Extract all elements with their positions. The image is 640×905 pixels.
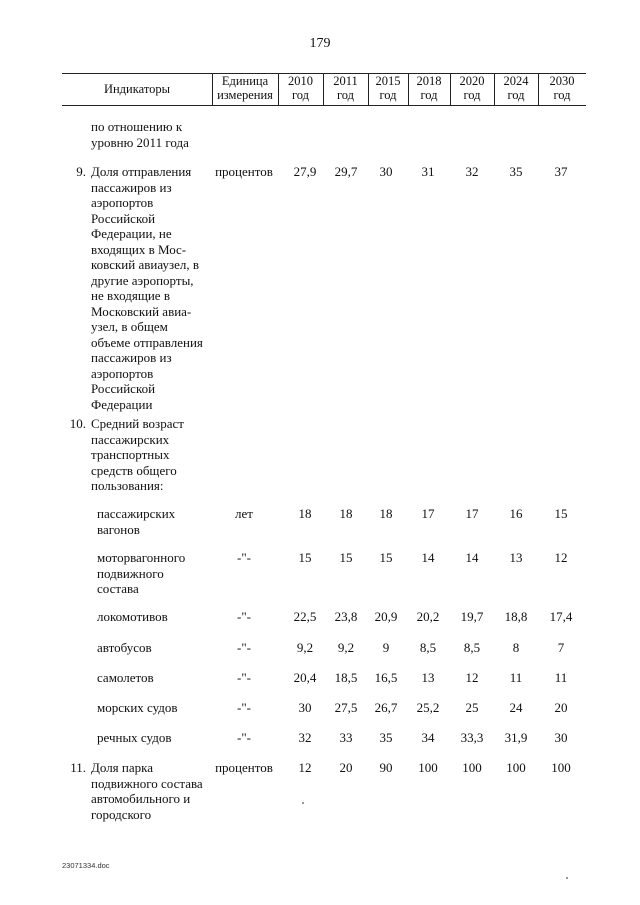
value-cell: 32 [298, 730, 312, 745]
header-year [408, 74, 450, 102]
value-cell: 31,9 [504, 730, 528, 745]
row-10-text: пассажирских [91, 431, 170, 447]
header-year [538, 74, 586, 102]
value-cell: 9,2 [296, 640, 314, 655]
value-cell: 12 [465, 670, 479, 685]
value-cell: 23,8 [334, 609, 358, 624]
value-cell: 9 [382, 640, 390, 655]
value-cell: 15 [554, 506, 568, 521]
value-cell: 20,2 [416, 609, 440, 624]
value-cell: 8,5 [419, 640, 437, 655]
value-cell: 26,7 [374, 700, 398, 715]
header-year-unit: год [507, 88, 525, 102]
value-cell: 15 [339, 550, 353, 565]
value-cell: 100 [418, 760, 438, 775]
value-cell: 14 [465, 550, 479, 565]
subrow-text: вагонов [97, 521, 140, 537]
value-cell: 30 [379, 164, 393, 179]
value-cell: 15 [298, 550, 312, 565]
header-year-value: 2011 [333, 74, 358, 88]
row-number: 11. [70, 760, 86, 775]
value-cell: 11 [509, 670, 523, 685]
value-cell: 8,5 [463, 640, 481, 655]
header-year-value: 2024 [503, 74, 529, 88]
row-10-text: транспортных [91, 447, 170, 462]
value-cell: 31 [421, 164, 435, 179]
unit-cell: -"- [237, 700, 251, 715]
value-cell: 17 [421, 506, 435, 521]
unit-cell: -"- [237, 670, 251, 685]
row-10-text: средств общего [91, 462, 177, 478]
header-year-unit: год [463, 88, 481, 102]
unit-cell: процентов [215, 760, 273, 775]
value-cell: 12 [298, 760, 312, 775]
value-cell: 20 [339, 760, 353, 775]
header-year-unit: год [336, 88, 355, 102]
row-9-text: пассажиров из [91, 179, 172, 195]
header-indicators: Индикаторы [103, 82, 171, 96]
subrow-text: подвижного [97, 565, 164, 581]
value-cell: 37 [554, 164, 568, 179]
value-cell: 15 [379, 550, 393, 565]
row-9-text: не входящие в [91, 288, 170, 303]
value-cell: 27,5 [334, 700, 358, 715]
header-year-value: 2010 [288, 74, 313, 88]
row-11-text: городского [91, 806, 152, 822]
row-9-text: Российской [91, 210, 156, 226]
value-cell: 30 [554, 730, 568, 745]
page-number: 179 [309, 36, 331, 51]
value-cell: 16,5 [374, 670, 398, 685]
row-9-text: Доля отправления [91, 164, 192, 179]
value-cell: 32 [465, 164, 479, 179]
row-number: 10. [69, 416, 86, 431]
subrow-text: речных судов [97, 730, 172, 745]
value-cell: 100 [462, 760, 482, 775]
subrow-text: автобусов [97, 640, 152, 655]
row-9-text: ковский авиаузел, в [91, 257, 199, 272]
subrow-text: состава [97, 581, 139, 596]
value-cell: 14 [421, 550, 435, 565]
header-year [494, 74, 538, 102]
value-cell: 27,9 [293, 164, 317, 179]
subrow-text: пассажирских [97, 506, 176, 521]
value-cell: 18,5 [334, 670, 358, 685]
header-unit [212, 74, 278, 102]
row-9-text: Российской [91, 381, 156, 396]
value-cell: 100 [506, 760, 526, 775]
value-cell: 18 [298, 506, 312, 521]
header-year-value: 2030 [549, 74, 575, 88]
value-cell: 20 [554, 700, 568, 715]
row-9-text: входящих в Мос- [91, 241, 187, 257]
header-year-value: 2018 [416, 74, 442, 88]
value-cell: 33,3 [460, 730, 484, 745]
scan-speck [566, 877, 568, 879]
value-cell: 35 [509, 164, 523, 179]
value-cell: 12 [554, 550, 568, 565]
subrow-text: локомотивов [97, 609, 168, 624]
continuation-text: уровню 2011 года [91, 134, 189, 150]
value-cell: 11 [554, 670, 568, 685]
value-cell: 34 [421, 730, 435, 745]
header-year [450, 74, 494, 102]
header-year-unit: год [379, 88, 397, 102]
row-9-text: объеме отправления [91, 334, 203, 350]
value-cell: 18 [379, 506, 393, 521]
unit-cell: -"- [237, 640, 251, 655]
value-cell: 25,2 [416, 700, 440, 715]
value-cell: 8 [512, 640, 520, 655]
row-9-text: аэропортов [91, 195, 154, 210]
value-cell: 18,8 [504, 609, 528, 624]
row-10-text: пользования: [91, 478, 164, 493]
value-cell: 19,7 [460, 609, 484, 624]
row-9-text: пассажиров из [91, 350, 172, 365]
row-11-text: Доля парка [91, 760, 154, 775]
table-header-rule [62, 105, 586, 106]
header-year-unit: год [553, 88, 571, 102]
value-cell: 7 [557, 640, 565, 655]
row-11-text: подвижного состава [91, 775, 203, 791]
row-10-text: Средний возраст [91, 416, 184, 431]
header-unit-line-1: Единица [221, 74, 269, 88]
header-year-unit: год [420, 88, 438, 102]
value-cell: 17 [465, 506, 479, 521]
value-cell: 9,2 [337, 640, 355, 655]
value-cell: 13 [509, 550, 523, 565]
row-number: 9. [76, 164, 86, 179]
value-cell: 13 [421, 670, 435, 685]
row-9-text: узел, в общем [91, 319, 168, 334]
value-cell: 90 [379, 760, 393, 775]
row-9-text: Федерации [91, 396, 153, 412]
row-11-text: автомобильного и [91, 791, 191, 806]
subrow-text: морских судов [97, 700, 178, 715]
header-year-value: 2015 [375, 74, 401, 88]
footer-filename: 23071334.doc [62, 861, 110, 870]
value-cell: 33 [339, 730, 353, 745]
header-year [323, 74, 368, 102]
header-year [368, 74, 408, 102]
value-cell: 25 [465, 700, 479, 715]
subrow-text: моторвагонного [97, 550, 186, 565]
value-cell: 16 [509, 506, 523, 521]
row-9-text: Московский авиа- [91, 303, 192, 319]
value-cell: 20,4 [293, 670, 317, 685]
header-year-value: 2020 [459, 74, 485, 88]
value-cell: 30 [298, 700, 312, 715]
row-9-text: Федерации, не [91, 226, 172, 241]
value-cell: 24 [509, 700, 523, 715]
value-cell: 17,4 [549, 609, 573, 624]
unit-cell: -"- [237, 730, 251, 745]
unit-cell: лет [235, 506, 253, 521]
header-year-unit: год [291, 88, 310, 102]
unit-cell: -"- [237, 550, 251, 565]
unit-cell: -"- [237, 609, 251, 624]
scan-speck [302, 802, 304, 804]
row-9-text: аэропортов [91, 365, 154, 381]
header-unit-line-2: измерения [217, 88, 273, 102]
unit-cell: процентов [215, 164, 273, 179]
subrow-text: самолетов [97, 670, 154, 685]
value-cell: 22,5 [293, 609, 317, 624]
continuation-text: по отношению к [91, 119, 183, 134]
value-cell: 100 [551, 760, 571, 775]
value-cell: 20,9 [374, 609, 398, 624]
row-9-text: другие аэропорты, [91, 272, 194, 288]
header-year [278, 74, 323, 102]
value-cell: 29,7 [334, 164, 358, 179]
value-cell: 18 [339, 506, 353, 521]
value-cell: 35 [379, 730, 393, 745]
